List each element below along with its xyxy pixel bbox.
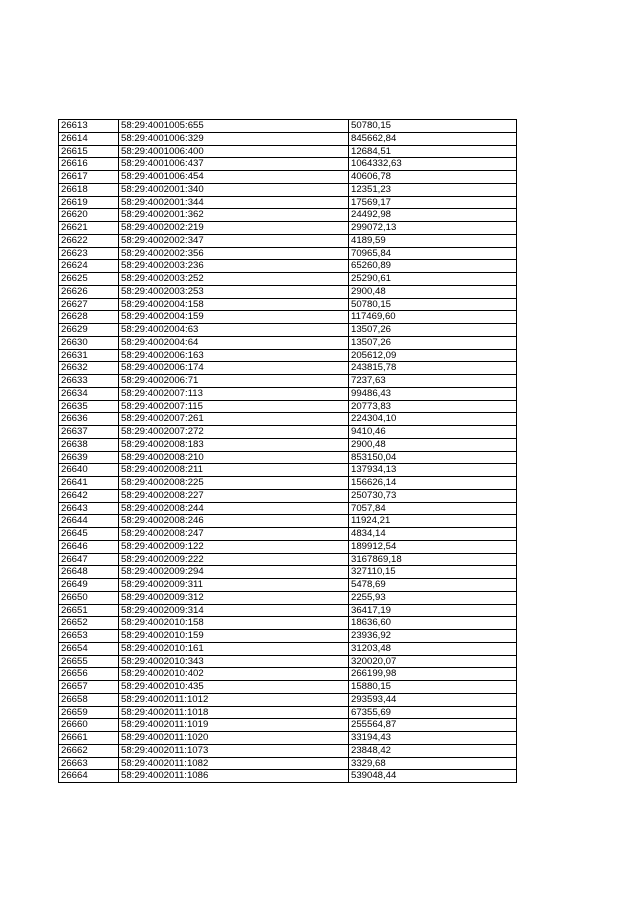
value-cell: 9410,46 [349,426,517,439]
value-cell: 20773,83 [349,400,517,413]
table-row [59,668,517,681]
table-row [59,362,517,375]
table-row [59,642,517,655]
row-number-cell: 26659 [59,706,119,719]
value-cell: 12351,23 [349,183,517,196]
value-cell: 13507,26 [349,336,517,349]
table-row [59,579,517,592]
row-number-cell: 26636 [59,413,119,426]
cadastral-number-cell: 58:29:4001006:454 [119,171,349,184]
table-row [59,349,517,362]
table-row [59,770,517,783]
table-row [59,120,517,133]
row-number-cell: 26622 [59,234,119,247]
cadastral-number-cell: 58:29:4001006:400 [119,145,349,158]
table-row [59,183,517,196]
table-row [59,528,517,541]
table-row [59,171,517,184]
value-cell: 25290,61 [349,273,517,286]
value-cell: 4834,14 [349,528,517,541]
table-row [59,196,517,209]
table-row [59,336,517,349]
cadastral-number-cell: 58:29:4002008:211 [119,464,349,477]
cadastral-number-cell: 58:29:4002004:64 [119,336,349,349]
table-row [59,515,517,528]
cadastral-number-cell: 58:29:4002008:244 [119,502,349,515]
value-cell: 11924,21 [349,515,517,528]
cadastral-number-cell: 58:29:4002011:1012 [119,693,349,706]
row-number-cell: 26628 [59,311,119,324]
value-cell: 31203,48 [349,642,517,655]
value-cell: 12684,51 [349,145,517,158]
row-number-cell: 26619 [59,196,119,209]
table-row [59,489,517,502]
table-row [59,158,517,171]
value-cell: 36417,19 [349,604,517,617]
row-number-cell: 26617 [59,171,119,184]
table-row [59,324,517,337]
value-cell: 539048,44 [349,770,517,783]
table-row [59,298,517,311]
table-row [59,234,517,247]
value-cell: 50780,15 [349,298,517,311]
value-cell: 189912,54 [349,540,517,553]
table-row [59,757,517,770]
value-cell: 23936,92 [349,630,517,643]
row-number-cell: 26627 [59,298,119,311]
row-number-cell: 26635 [59,400,119,413]
row-number-cell: 26625 [59,273,119,286]
cadastral-number-cell: 58:29:4002001:344 [119,196,349,209]
cadastral-number-cell: 58:29:4002008:227 [119,489,349,502]
table-row [59,400,517,413]
cadastral-number-cell: 58:29:4002009:294 [119,566,349,579]
value-cell: 99486,43 [349,387,517,400]
cadastral-number-cell: 58:29:4002007:115 [119,400,349,413]
table-row [59,732,517,745]
value-cell: 33194,43 [349,732,517,745]
cadastral-number-cell: 58:29:4002010:343 [119,655,349,668]
row-number-cell: 26618 [59,183,119,196]
value-cell: 1064332,63 [349,158,517,171]
row-number-cell: 26641 [59,477,119,490]
value-cell: 17569,17 [349,196,517,209]
row-number-cell: 26646 [59,540,119,553]
cadastral-number-cell: 58:29:4002007:113 [119,387,349,400]
value-cell: 255564,87 [349,719,517,732]
value-cell: 320020,07 [349,655,517,668]
cadastral-number-cell: 58:29:4002009:122 [119,540,349,553]
table-row [59,273,517,286]
cadastral-number-cell: 58:29:4001006:437 [119,158,349,171]
value-cell: 67355,69 [349,706,517,719]
cadastral-number-cell: 58:29:4002008:210 [119,451,349,464]
row-number-cell: 26648 [59,566,119,579]
table-row [59,451,517,464]
cadastral-number-cell: 58:29:4002009:314 [119,604,349,617]
table-row [59,655,517,668]
table-row [59,260,517,273]
cadastral-number-cell: 58:29:4002002:347 [119,234,349,247]
cadastral-number-cell: 58:29:4002006:163 [119,349,349,362]
cadastral-number-cell: 58:29:4002007:272 [119,426,349,439]
table-body [59,120,517,783]
table-row [59,604,517,617]
cadastral-number-cell: 58:29:4002010:158 [119,617,349,630]
table-row [59,387,517,400]
table-row [59,502,517,515]
cadastral-number-cell: 58:29:4001005:655 [119,120,349,133]
value-cell: 293593,44 [349,693,517,706]
row-number-cell: 26643 [59,502,119,515]
value-cell: 23848,42 [349,744,517,757]
row-number-cell: 26654 [59,642,119,655]
value-cell: 40606,78 [349,171,517,184]
row-number-cell: 26620 [59,209,119,222]
cadastral-number-cell: 58:29:4002009:222 [119,553,349,566]
row-number-cell: 26623 [59,247,119,260]
row-number-cell: 26630 [59,336,119,349]
row-number-cell: 26629 [59,324,119,337]
row-number-cell: 26662 [59,744,119,757]
table-row [59,311,517,324]
cadastral-number-cell: 58:29:4002003:252 [119,273,349,286]
data-table [58,119,517,783]
cadastral-number-cell: 58:29:4002003:236 [119,260,349,273]
value-cell: 117469,60 [349,311,517,324]
row-number-cell: 26660 [59,719,119,732]
cadastral-number-cell: 58:29:4002004:158 [119,298,349,311]
cadastral-number-cell: 58:29:4002011:1082 [119,757,349,770]
row-number-cell: 26657 [59,681,119,694]
row-number-cell: 26655 [59,655,119,668]
row-number-cell: 26664 [59,770,119,783]
row-number-cell: 26621 [59,222,119,235]
row-number-cell: 26613 [59,120,119,133]
value-cell: 2900,48 [349,438,517,451]
value-cell: 24492,98 [349,209,517,222]
table-row [59,209,517,222]
row-number-cell: 26624 [59,260,119,273]
row-number-cell: 26615 [59,145,119,158]
row-number-cell: 26658 [59,693,119,706]
cadastral-number-cell: 58:29:4002008:225 [119,477,349,490]
table-row [59,247,517,260]
value-cell: 15880,15 [349,681,517,694]
table-row [59,285,517,298]
table-row [59,630,517,643]
row-number-cell: 26640 [59,464,119,477]
row-number-cell: 26647 [59,553,119,566]
table-row [59,464,517,477]
value-cell: 327110,15 [349,566,517,579]
value-cell: 50780,15 [349,120,517,133]
cadastral-number-cell: 58:29:4002008:247 [119,528,349,541]
value-cell: 7057,84 [349,502,517,515]
value-cell: 266199,98 [349,668,517,681]
value-cell: 137934,13 [349,464,517,477]
cadastral-number-cell: 58:29:4002004:63 [119,324,349,337]
row-number-cell: 26634 [59,387,119,400]
row-number-cell: 26633 [59,375,119,388]
row-number-cell: 26632 [59,362,119,375]
value-cell: 65260,89 [349,260,517,273]
row-number-cell: 26649 [59,579,119,592]
value-cell: 18636,60 [349,617,517,630]
value-cell: 224304,10 [349,413,517,426]
value-cell: 250730,73 [349,489,517,502]
cadastral-number-cell: 58:29:4002008:183 [119,438,349,451]
cadastral-number-cell: 58:29:4002010:159 [119,630,349,643]
value-cell: 845662,84 [349,132,517,145]
table-row [59,617,517,630]
cadastral-number-cell: 58:29:4002011:1019 [119,719,349,732]
cadastral-number-cell: 58:29:4002002:219 [119,222,349,235]
row-number-cell: 26652 [59,617,119,630]
cadastral-number-cell: 58:29:4002011:1018 [119,706,349,719]
table-row [59,132,517,145]
table-row [59,706,517,719]
value-cell: 853150,04 [349,451,517,464]
cadastral-number-cell: 58:29:4002002:356 [119,247,349,260]
value-cell: 70965,84 [349,247,517,260]
table-row [59,426,517,439]
value-cell: 7237,63 [349,375,517,388]
table-row [59,222,517,235]
table-row [59,540,517,553]
table-row [59,681,517,694]
row-number-cell: 26637 [59,426,119,439]
cadastral-number-cell: 58:29:4002009:311 [119,579,349,592]
cadastral-number-cell: 58:29:4002011:1073 [119,744,349,757]
value-cell: 243815,78 [349,362,517,375]
cadastral-number-cell: 58:29:4002004:159 [119,311,349,324]
table-row [59,438,517,451]
cadastral-number-cell: 58:29:4001006:329 [119,132,349,145]
row-number-cell: 26638 [59,438,119,451]
cadastral-number-cell: 58:29:4002006:174 [119,362,349,375]
row-number-cell: 26645 [59,528,119,541]
value-cell: 13507,26 [349,324,517,337]
value-cell: 2255,93 [349,591,517,604]
cadastral-number-cell: 58:29:4002003:253 [119,285,349,298]
table-row [59,719,517,732]
value-cell: 156626,14 [349,477,517,490]
cadastral-number-cell: 58:29:4002010:402 [119,668,349,681]
cadastral-number-cell: 58:29:4002007:261 [119,413,349,426]
cadastral-number-cell: 58:29:4002006:71 [119,375,349,388]
value-cell: 3329,68 [349,757,517,770]
cadastral-number-cell: 58:29:4002010:161 [119,642,349,655]
table-row [59,693,517,706]
row-number-cell: 26616 [59,158,119,171]
cadastral-number-cell: 58:29:4002011:1086 [119,770,349,783]
row-number-cell: 26631 [59,349,119,362]
table-row [59,744,517,757]
table-row [59,375,517,388]
row-number-cell: 26650 [59,591,119,604]
row-number-cell: 26644 [59,515,119,528]
row-number-cell: 26653 [59,630,119,643]
value-cell: 205612,09 [349,349,517,362]
document-page [58,119,516,783]
table-row [59,566,517,579]
value-cell: 3167869,18 [349,553,517,566]
table-row [59,553,517,566]
row-number-cell: 26614 [59,132,119,145]
cadastral-number-cell: 58:29:4002010:435 [119,681,349,694]
cadastral-number-cell: 58:29:4002001:362 [119,209,349,222]
value-cell: 299072,13 [349,222,517,235]
cadastral-number-cell: 58:29:4002001:340 [119,183,349,196]
row-number-cell: 26642 [59,489,119,502]
cadastral-number-cell: 58:29:4002009:312 [119,591,349,604]
value-cell: 5478,69 [349,579,517,592]
table-row [59,145,517,158]
row-number-cell: 26656 [59,668,119,681]
value-cell: 4189,59 [349,234,517,247]
table-row [59,413,517,426]
cadastral-number-cell: 58:29:4002011:1020 [119,732,349,745]
row-number-cell: 26626 [59,285,119,298]
table-row [59,477,517,490]
row-number-cell: 26661 [59,732,119,745]
value-cell: 2900,48 [349,285,517,298]
table-row [59,591,517,604]
row-number-cell: 26651 [59,604,119,617]
row-number-cell: 26663 [59,757,119,770]
cadastral-number-cell: 58:29:4002008:246 [119,515,349,528]
row-number-cell: 26639 [59,451,119,464]
